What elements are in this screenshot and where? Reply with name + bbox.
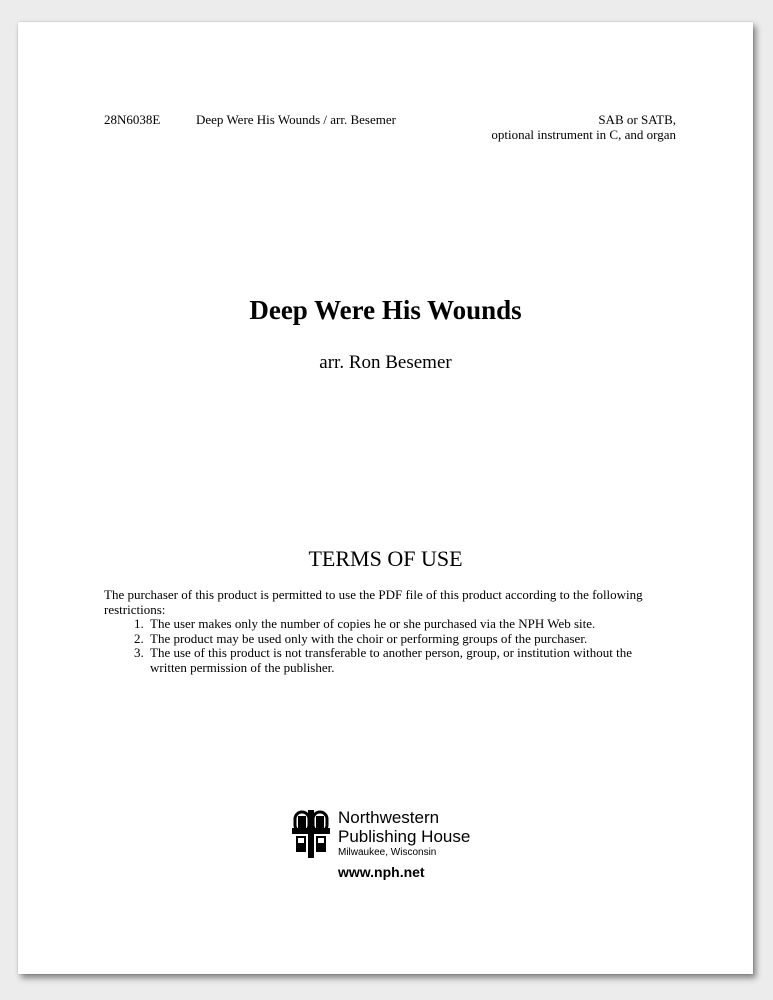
- document-page: [18, 22, 753, 974]
- voicing-line-2: optional instrument in C, and organ: [491, 127, 676, 142]
- voicing: [491, 112, 676, 142]
- terms-of-use: [104, 588, 664, 675]
- terms-item: 1. The user makes only the number of copies he or she purchased via the NPH Web site.: [147, 617, 664, 632]
- terms-heading: TERMS OF USE: [308, 546, 463, 571]
- voicing-line-1: SAB or SATB,: [598, 112, 676, 127]
- header-title: Deep Were His Wounds / arr. Besemer: [196, 112, 396, 127]
- publisher-location: Milwaukee, Wisconsin: [338, 847, 437, 858]
- terms-intro: The purchaser of this product is permitted to use the PDF file of this product according to the following restrictions:: [104, 587, 643, 617]
- page-title: Deep Were His Wounds: [249, 295, 522, 325]
- terms-item: 2. The product may be used only with the choir or performing groups of the purchaser.: [147, 632, 664, 647]
- publisher-logo: [292, 808, 492, 868]
- product-code: 28N6038E: [104, 112, 161, 127]
- publisher-name: [338, 808, 470, 859]
- publisher-name-line-2: Publishing House: [338, 827, 471, 846]
- terms-item: 3. The use of this product is not transferable to another person, group, or institution without the written permission of the publisher.: [147, 646, 664, 675]
- terms-list: [104, 617, 664, 675]
- arranger: arr. Ron Besemer: [319, 352, 452, 373]
- publisher-website-link[interactable]: www.nph.net: [338, 864, 425, 880]
- cross-emblem-icon: [292, 808, 330, 860]
- publisher-name-line-1: Northwestern: [338, 808, 440, 827]
